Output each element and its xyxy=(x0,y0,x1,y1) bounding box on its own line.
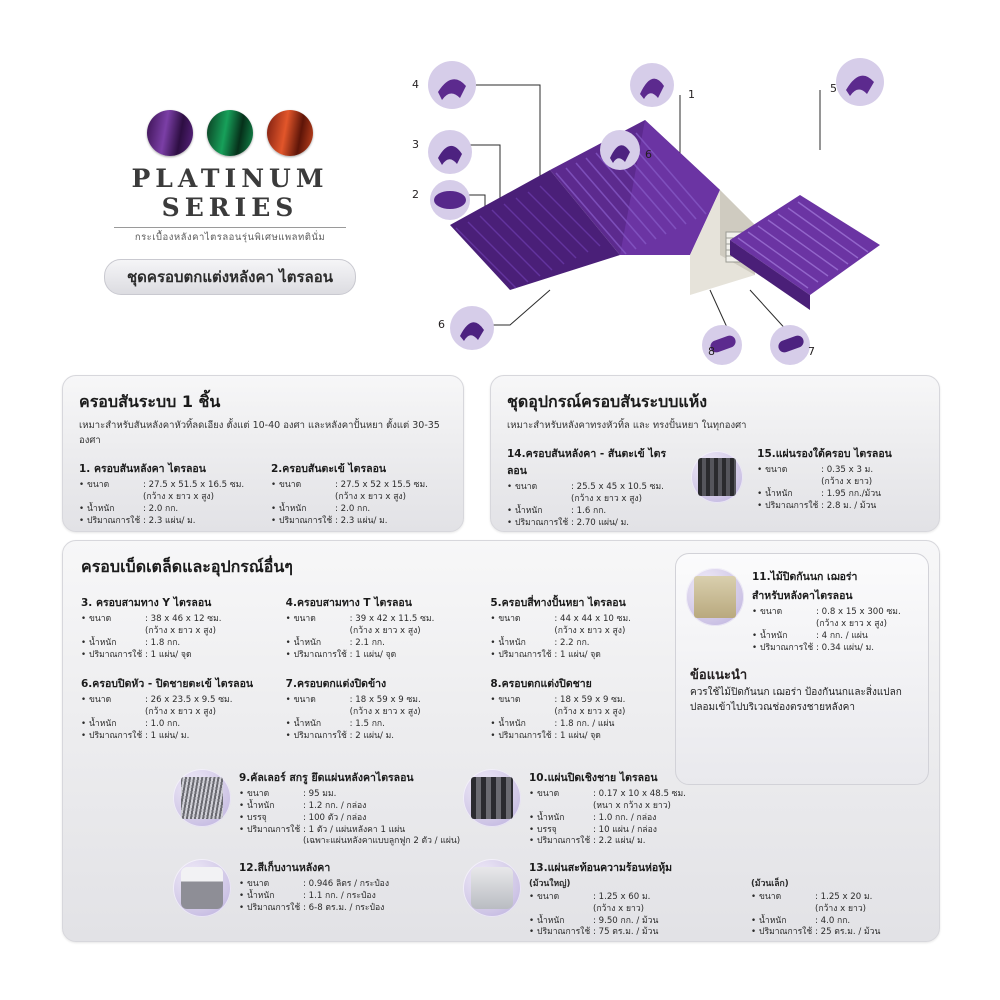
callout-6b: 6 xyxy=(645,148,652,161)
spec-value: : 25.5 x 45 x 10.5 ซม. xyxy=(571,482,664,492)
spec-value: : 1.6 กก. xyxy=(571,505,607,516)
spec-key: ขนาด xyxy=(279,480,302,490)
spec-key: น้ำหนัก xyxy=(247,890,275,901)
spec-key: น้ำหนัก xyxy=(537,812,565,823)
swatch-orange xyxy=(267,110,313,156)
spec-key: ปริมาณการใช้ xyxy=(515,517,569,528)
item-8: 8.ครอบตกแต่งปิดชาย • ขนาด : 18 x 59 x 9 ซม. (กว้าง x ยาว x สูง) • น้ำหนัก : 1.8 กก. / แผ่น • ปริมาณการใช้ : 1 แผ่น/ จุด xyxy=(490,675,681,742)
spec-key: ขนาด xyxy=(89,614,112,624)
spec-value: : 2 แผ่น/ ม. xyxy=(349,731,394,742)
spec-key: น้ำหนัก xyxy=(515,505,543,516)
spec-sub: (หนา x กว้าง x ยาว) xyxy=(593,800,671,811)
spec-key: น้ำหนัก xyxy=(247,800,275,811)
spec-value: : 4 กก. / แผ่น xyxy=(816,630,868,641)
item-title: 8.ครอบตกแต่งปิดชาย xyxy=(490,678,592,691)
spec-key: ปริมาณการใช้ xyxy=(760,642,814,653)
panel-misc-accessories xyxy=(62,540,940,942)
spec-value: : 1 แผ่น/ ม. xyxy=(145,731,190,742)
spec-key: น้ำหนัก xyxy=(765,488,793,499)
spec-value: : 1.25 x 60 ม. xyxy=(593,891,651,902)
spec-key: ขนาด xyxy=(89,695,112,706)
panel-subtitle: เหมาะสำหรับสันหลังคาหัวทิ้ลดเอียง ตั้งแต่ 10-40 องศา และหลังคาปั้นหยา ตั้งแต่ 30-35 องศา xyxy=(79,420,440,446)
item-title: 6.ครอบปิดหัว - ปิดชายตะเข้ ไตรลอน xyxy=(81,678,254,691)
item-title: 14.ครอบสันหลังคา - สันตะเข้ ไตรลอน xyxy=(507,448,667,477)
spec-key: น้ำหนัก xyxy=(293,637,322,648)
spec-key: ปริมาณการใช้ xyxy=(89,649,143,660)
spec-sub: (กว้าง x ยาว x สูง) xyxy=(349,625,421,636)
advice-title: ข้อแนะนำ xyxy=(690,668,748,683)
spec-value: : 39 x 42 x 11.5 ซม. xyxy=(349,614,435,624)
insulation-roll-icon xyxy=(463,859,521,917)
spec-key: น้ำหนัก xyxy=(759,915,787,926)
spec-value: : 2.2 แผ่น/ ม. xyxy=(593,836,646,847)
spec-key: ปริมาณการใช้ xyxy=(89,731,143,742)
spec-sub: (กว้าง x ยาว) xyxy=(593,903,644,914)
spec-value: : 0.8 x 15 x 300 ซม. xyxy=(816,607,901,617)
spec-value: : 1.2 กก. / กล่อง xyxy=(303,800,367,811)
spec-value: : 10 แผ่น / กล่อง xyxy=(593,824,657,835)
spec-sub: (กว้าง x ยาว x สูง) xyxy=(335,491,406,502)
spec-value: : 1.0 กก. / กล่อง xyxy=(593,812,657,823)
spec-value: : 1.95 กก./ม้วน xyxy=(821,488,882,499)
spec-value: : 2.0 กก. xyxy=(143,503,179,514)
callout-1: 1 xyxy=(688,88,695,101)
bird-block-box: 11.ไม้ปิดกันนก เฌอร่า สำหรับหลังคาไตรลอน • ขนาด : 0.8 x 15 x 300 ซม. (กว้าง x ยาว x สูง) • น้ำหนัก : 4 กก. / แผ่น • ปริมาณการใช้ : 0.34 แผ่น/ ม. ข้อแนะนำ ควรใช้ไม้ปิดกันนก เฌอร่า ป้องกันนกและสิ่งแปลกปลอมเข้าไปบริเวณช่องตรงชายหลังคา xyxy=(675,553,929,785)
spec-value: : 1.25 x 20 ม. xyxy=(815,891,873,902)
item-title: 13.แผ่นสะท้อนความร้อนห่อหุ้ม xyxy=(529,862,673,874)
callout-7: 7 xyxy=(808,345,815,358)
item-title: 9.คัลเลอร์ สกรู ยึดแผ่นหลังคาไตรลอน xyxy=(239,772,414,784)
callout-4: 4 xyxy=(412,78,419,91)
bird-block-icon xyxy=(686,568,744,626)
spec-value: : 100 ตัว / กล่อง xyxy=(303,812,367,823)
spec-value: : 75 ตร.ม. / ม้วน xyxy=(593,927,659,938)
item-1: 1. ครอบสันหลังคา ไตรลอน • ขนาด : 27.5 x 51.5 x 16.5 ซม. (กว้าง x ยาว x สูง) • น้ำหนัก : 2.0 กก. • ปริมาณการใช้ : 2.3 แผ่น/ ม. xyxy=(79,460,255,527)
spec-value: : 1 แผ่น/ จุด xyxy=(145,649,192,660)
spec-value: : 9.50 กก. / ม้วน xyxy=(593,915,659,926)
spec-key: ขนาด xyxy=(537,789,560,799)
spec-value: : 27.5 x 52 x 15.5 ซม. xyxy=(335,480,428,490)
spec-sub: (กว้าง x ยาว x สูง) xyxy=(145,707,216,718)
spec-key: น้ำหนัก xyxy=(537,915,565,926)
spec-key: ขนาด xyxy=(87,480,110,490)
spec-key: น้ำหนัก xyxy=(87,503,115,514)
spec-value: : 4.0 กก. xyxy=(815,915,851,926)
spec-value: : 1 ตัว / แผ่นหลังคา 1 แผ่น xyxy=(303,824,406,835)
spec-sub: (กว้าง x ยาว x สูง) xyxy=(554,625,626,636)
item-15: 15.แผ่นรองใต้ครอบ ไตรลอน • ขนาด : 0.35 x 3 ม. (กว้าง x ยาว) • น้ำหนัก : 1.95 กก./ม้วน • ปริมาณการใช้ : 2.8 ม. / ม้วน xyxy=(757,445,923,529)
spec-value: : 2.0 กก. xyxy=(335,503,371,514)
roof-illustration xyxy=(390,40,990,370)
spec-sub: (กว้าง x ยาว x สูง) xyxy=(349,707,421,718)
spec-value: : 1 แผ่น/ จุด xyxy=(554,731,601,742)
item-title-2: สำหรับหลังคาไตรลอน xyxy=(752,590,853,602)
spec-key: น้ำหนัก xyxy=(760,630,788,641)
spec-key: ปริมาณการใช้ xyxy=(498,649,552,660)
spec-key: ขนาด xyxy=(498,695,521,706)
item-7: 7.ครอบตกแต่งปิดข้าง • ขนาด : 18 x 59 x 9 ซม. (กว้าง x ยาว x สูง) • น้ำหนัก : 1.5 กก. • ปริมาณการใช้ : 2 แผ่น/ ม. xyxy=(286,675,477,742)
spec-value: : 44 x 44 x 10 ซม. xyxy=(554,614,631,624)
item-6: 6.ครอบปิดหัว - ปิดชายตะเข้ ไตรลอน • ขนาด : 26 x 23.5 x 9.5 ซม. (กว้าง x ยาว x สูง) • น้ำหนัก : 1.0 กก. • ปริมาณการใช้ : 1 แผ่น/ ม. xyxy=(81,675,272,742)
spec-sub: (กว้าง x ยาว x สูง) xyxy=(143,491,214,502)
panel-title: ครอบเบ็ดเตล็ดและอุปกรณ์อื่นๆ xyxy=(81,557,293,576)
item-title: 7.ครอบตกแต่งปิดข้าง xyxy=(285,678,387,691)
variant-small: (ม้วนเล็ก) • ขนาด : 1.25 x 20 ม. (กว้าง x ยาว) • น้ำหนัก : 4.0 กก. • ปริมาณการใช้ : 25 ตร.ม. / ม้วน xyxy=(751,879,951,939)
panel-title: ครอบสันระบบ 1 ชิ้น xyxy=(79,392,221,411)
spec-key: ขนาด xyxy=(765,465,788,475)
spec-sub: (กว้าง x ยาว) xyxy=(815,903,866,914)
fascia-icon xyxy=(463,769,521,827)
spec-key: น้ำหนัก xyxy=(498,637,526,648)
item-10: 10.แผ่นปิดเชิงชาย ไตรลอน • ขนาด : 0.17 x 10 x 48.5 ซม. (หนา x กว้าง x ยาว) • น้ำหนัก : 1.0 กก. / กล่อง • บรรจุ : 10 แผ่น / กล่อง • ปริมาณการใช้ : 2.2 แผ่น/ ม. xyxy=(463,769,743,848)
spec-value: : 2.3 แผ่น/ ม. xyxy=(143,515,196,526)
spec-value: : 6-8 ตร.ม. / กระป๋อง xyxy=(303,902,385,913)
spec-value: : 38 x 46 x 12 ซม. xyxy=(145,614,222,624)
item-title: 5.ครอบสี่ทางปั้นหยา ไตรลอน xyxy=(490,597,626,609)
item-title: 1. ครอบสันหลังคา ไตรลอน xyxy=(79,463,206,475)
spec-key: ขนาด xyxy=(498,614,521,624)
screws-icon xyxy=(173,769,231,827)
spec-value: : 2.70 แผ่น/ ม. xyxy=(571,517,629,528)
spec-key: ปริมาณการใช้ xyxy=(293,649,347,660)
item-4: 4.ครอบสามทาง T ไตรลอน • ขนาด : 39 x 42 x 11.5 ซม. (กว้าง x ยาว x สูง) • น้ำหนัก : 2.1 กก. • ปริมาณการใช้ : 1 แผ่น/ จุด xyxy=(286,594,477,661)
swatch-purple xyxy=(147,110,193,156)
spec-value: : 1.0 กก. xyxy=(145,719,181,730)
underlay-strip-icon xyxy=(691,451,743,503)
paint-bucket-icon xyxy=(173,859,231,917)
callout-2: 2 xyxy=(412,188,419,201)
brand-block xyxy=(100,110,360,295)
spec-value: : 2.1 กก. xyxy=(349,637,385,648)
spec-key: ปริมาณการใช้ xyxy=(537,927,591,938)
spec-key: น้ำหนัก xyxy=(89,719,117,730)
spec-value: : 95 มม. xyxy=(303,789,337,799)
spec-value: : 18 x 59 x 9 ซม. xyxy=(554,695,626,706)
spec-key: ปริมาณการใช้ xyxy=(759,927,813,938)
spec-key: บรรจุ xyxy=(537,824,557,835)
item-12: 12.สีเก็บงานหลังคา • ขนาด : 0.946 ลิตร / กระป๋อง • น้ำหนัก : 1.1 กก. / กระป๋อง • ปริมาณการใช้ : 6-8 ตร.ม. / กระป๋อง xyxy=(173,859,473,917)
item-15-thumb-wrap xyxy=(691,445,747,529)
spec-key: ปริมาณการใช้ xyxy=(537,836,591,847)
item-title: 10.แผ่นปิดเชิงชาย ไตรลอน xyxy=(529,772,658,784)
spec-key: น้ำหนัก xyxy=(89,637,117,648)
spec-value: : 0.946 ลิตร / กระป๋อง xyxy=(303,879,390,889)
spec-key: บรรจุ xyxy=(247,812,267,823)
spec-key: ขนาด xyxy=(293,614,316,624)
spec-sub: (กว้าง x ยาว x สูง) xyxy=(571,493,642,504)
callout-3: 3 xyxy=(412,138,419,151)
spec-value: : 18 x 59 x 9 ซม. xyxy=(349,695,421,706)
spec-note: (เฉพาะแผ่นหลังคาแบบลูกฟูก 2 ตัว / แผ่น) xyxy=(303,836,461,847)
variant-label: (ม้วนใหญ่) xyxy=(529,879,571,889)
spec-key: ขนาด xyxy=(293,695,316,706)
spec-key: ขนาด xyxy=(537,891,560,902)
spec-sub: (กว้าง x ยาว x สูง) xyxy=(816,618,887,629)
spec-key: ปริมาณการใช้ xyxy=(293,731,347,742)
spec-value: : 25 ตร.ม. / ม้วน xyxy=(815,927,881,938)
item-title: 3. ครอบสามทาง Y ไตรลอน xyxy=(81,597,212,609)
spec-value: : 1.5 กก. xyxy=(349,719,385,730)
item-13 xyxy=(463,859,923,939)
spec-key: ปริมาณการใช้ xyxy=(247,824,301,835)
spec-key: ขนาด xyxy=(759,891,782,902)
spec-key: ปริมาณการใช้ xyxy=(498,731,552,742)
spec-sub: (กว้าง x ยาว) xyxy=(821,476,873,487)
item-3: 3. ครอบสามทาง Y ไตรลอน • ขนาด : 38 x 46 x 12 ซม. (กว้าง x ยาว x สูง) • น้ำหนัก : 1.8 กก. • ปริมาณการใช้ : 1 แผ่น/ จุด xyxy=(81,594,272,661)
spec-value: : 2.8 ม. / ม้วน xyxy=(821,500,877,511)
advice-body: ควรใช้ไม้ปิดกันนก เฌอร่า ป้องกันนกและสิ่งแปลกปลอมเข้าไปบริเวณช่องตรงชายหลังคา xyxy=(690,687,902,713)
spec-value: : 27.5 x 51.5 x 16.5 ซม. xyxy=(143,480,245,490)
panel-title: ชุดอุปกรณ์ครอบสันระบบแห้ง xyxy=(507,392,708,411)
brand-subtitle: กระเบื้องหลังคาไตรลอนรุ่นพิเศษแพลทตินั่ม xyxy=(134,232,326,243)
item-title: 12.สีเก็บงานหลังคา xyxy=(239,862,331,874)
spec-key: ขนาด xyxy=(515,482,538,492)
spec-key: ปริมาณการใช้ xyxy=(765,500,819,511)
spec-value: : 1.8 กก. xyxy=(145,637,181,648)
item-2: 2.ครอบสันตะเข้ ไตรลอน • ขนาด : 27.5 x 52 x 15.5 ซม. (กว้าง x ยาว x สูง) • น้ำหนัก : 2.0 กก. • ปริมาณการใช้ : 2.3 แผ่น/ ม. xyxy=(271,460,447,527)
spec-value: : 0.34 แผ่น/ ม. xyxy=(816,642,874,653)
color-swatches xyxy=(100,110,360,156)
spec-key: ขนาด xyxy=(760,607,783,617)
spec-key: ปริมาณการใช้ xyxy=(247,902,301,913)
spec-value: : 1.8 กก. / แผ่น xyxy=(554,719,615,730)
spec-value: : 1 แผ่น/ จุด xyxy=(554,649,601,660)
spec-sub: (กว้าง x ยาว x สูง) xyxy=(145,625,216,636)
variant-large: (ม้วนใหญ่) • ขนาด : 1.25 x 60 ม. (กว้าง x ยาว) • น้ำหนัก : 9.50 กก. / ม้วน • ปริมาณการใช้ : 75 ตร.ม. / ม้วน xyxy=(529,879,729,939)
spec-key: น้ำหนัก xyxy=(293,719,322,730)
spec-value: : 0.35 x 3 ม. xyxy=(821,465,874,475)
roof-svg xyxy=(390,40,990,370)
panel-subtitle: เหมาะสำหรับหลังคาทรงหัวทิ้ล และ ทรงปั้นหยา ในทุกองศา xyxy=(507,420,747,431)
spec-value: : 2.3 แผ่น/ ม. xyxy=(335,515,388,526)
item-title: 11.ไม้ปิดกันนก เฌอร่า xyxy=(752,571,858,583)
spec-key: ปริมาณการใช้ xyxy=(87,515,141,526)
item-9: 9.คัลเลอร์ สกรู ยึดแผ่นหลังคาไตรลอน • ขนาด : 95 มม. • น้ำหนัก : 1.2 กก. / กล่อง • บรรจุ : 100 ตัว / กล่อง • ปริมาณการใช้ : 1 ตัว / แผ่นหลังคา 1 แผ่น (เฉพาะแผ่นหลังคาแบบลูกฟูก 2 ตัว / แผ่น) xyxy=(173,769,473,848)
item-title: 2.ครอบสันตะเข้ ไตรลอน xyxy=(271,463,387,475)
panel-ridge-one-piece xyxy=(62,375,464,532)
spec-value: : 2.2 กก. xyxy=(554,637,590,648)
brand-divider xyxy=(114,227,346,228)
swatch-green xyxy=(207,110,253,156)
spec-key: น้ำหนัก xyxy=(498,719,526,730)
brand-title: PLATINUM SERIES xyxy=(131,164,329,222)
panel-dry-ridge xyxy=(490,375,940,532)
variant-label: (ม้วนเล็ก) xyxy=(751,879,789,889)
spec-value: : 0.17 x 10 x 48.5 ซม. xyxy=(593,789,686,799)
spec-sub: (กว้าง x ยาว x สูง) xyxy=(554,707,626,718)
spec-key: ปริมาณการใช้ xyxy=(279,515,333,526)
item-title: 4.ครอบสามทาง T ไตรลอน xyxy=(285,597,412,609)
callout-5: 5 xyxy=(830,82,837,95)
item-title: 15.แผ่นรองใต้ครอบ ไตรลอน xyxy=(757,448,892,460)
callout-8: 8 xyxy=(708,345,715,358)
brand-pill: ชุดครอบตกแต่งหลังคา ไตรลอน xyxy=(104,259,356,295)
item-5: 5.ครอบสี่ทางปั้นหยา ไตรลอน • ขนาด : 44 x 44 x 10 ซม. (กว้าง x ยาว x สูง) • น้ำหนัก : 2.2 กก. • ปริมาณการใช้ : 1 แผ่น/ จุด xyxy=(490,594,681,661)
spec-key: น้ำหนัก xyxy=(279,503,307,514)
spec-key: ขนาด xyxy=(247,879,270,889)
item-14: 14.ครอบสันหลังคา - สันตะเข้ ไตรลอน • ขนาด : 25.5 x 45 x 10.5 ซม. (กว้าง x ยาว x สูง) • น้ำหนัก : 1.6 กก. • ปริมาณการใช้ : 2.70 แผ่น/ ม. xyxy=(507,445,681,529)
spec-key: ขนาด xyxy=(247,789,270,799)
spec-value: : 1 แผ่น/ จุด xyxy=(349,649,397,660)
spec-value: : 1.1 กก. / กระป๋อง xyxy=(303,890,376,901)
callout-6a: 6 xyxy=(438,318,445,331)
spec-value: : 26 x 23.5 x 9.5 ซม. xyxy=(145,695,233,706)
